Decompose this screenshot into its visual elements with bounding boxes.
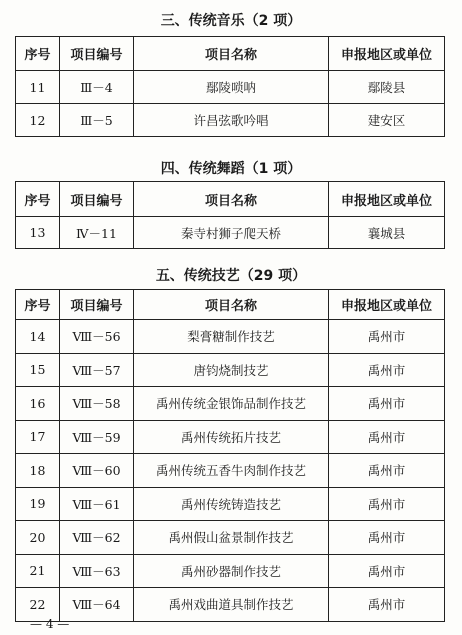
header-code: 项目编号 [60,37,134,71]
cell-name: 禹州传统五香牛肉制作技艺 [134,454,329,488]
header-region: 申报地区或单位 [329,37,445,71]
table-row [16,353,445,387]
cell-seq: 17 [16,420,60,454]
table-row [16,454,445,488]
header-region: 申报地区或单位 [329,290,445,320]
cell-seq: 13 [16,217,60,249]
cell-name: 禹州戏曲道具制作技艺 [134,588,329,622]
cell-region: 鄢陵县 [329,71,445,104]
page-number: — 4 — [30,617,70,631]
cell-code: Ⅷ－60 [60,454,134,488]
cell-seq: 14 [16,320,60,354]
header-name: 项目名称 [134,37,329,71]
header-region: 申报地区或单位 [329,182,445,217]
table-row [16,588,445,622]
cell-seq: 18 [16,454,60,488]
table-row [16,320,445,354]
cell-seq: 12 [16,104,60,137]
cell-code: Ⅷ－56 [60,320,134,354]
cell-name: 鄢陵唢呐 [134,71,329,104]
cell-region: 禹州市 [329,521,445,555]
table-music [15,36,445,137]
header-name: 项目名称 [134,182,329,217]
cell-seq: 22 [16,588,60,622]
table-row [16,554,445,588]
cell-region: 建安区 [329,104,445,137]
table-header-row [16,37,445,71]
cell-region: 禹州市 [329,454,445,488]
table-row [16,387,445,421]
cell-name: 禹州传统铸造技艺 [134,487,329,521]
section-title-music: 三、传统音乐（2 项） [160,13,302,29]
cell-code: Ⅷ－58 [60,387,134,421]
cell-seq: 20 [16,521,60,555]
cell-seq: 16 [16,387,60,421]
cell-seq: 15 [16,353,60,387]
cell-code: Ⅷ－59 [60,420,134,454]
section-title-dance: 四、传统舞蹈（1 项） [160,161,302,177]
cell-code: Ⅲ－4 [60,71,134,104]
cell-name: 禹州假山盆景制作技艺 [134,521,329,555]
cell-name: 禹州传统金银饰品制作技艺 [134,387,329,421]
table-dance [15,181,445,249]
header-code: 项目编号 [60,182,134,217]
table-row [16,104,445,137]
cell-name: 唐钧烧制技艺 [134,353,329,387]
cell-region: 襄城县 [329,217,445,249]
cell-region: 禹州市 [329,487,445,521]
cell-name: 禹州传统拓片技艺 [134,420,329,454]
cell-code: Ⅳ－11 [60,217,134,249]
cell-region: 禹州市 [329,320,445,354]
header-seq: 序号 [16,37,60,71]
cell-name: 梨膏糖制作技艺 [134,320,329,354]
table-row [16,71,445,104]
table-craft [15,289,445,622]
cell-code: Ⅲ－5 [60,104,134,137]
cell-name: 秦寺村狮子爬天桥 [134,217,329,249]
cell-code: Ⅷ－61 [60,487,134,521]
cell-name: 禹州砂器制作技艺 [134,554,329,588]
table-header-row [16,182,445,217]
table-row [16,420,445,454]
cell-seq: 21 [16,554,60,588]
cell-seq: 19 [16,487,60,521]
cell-code: Ⅷ－63 [60,554,134,588]
header-name: 项目名称 [134,290,329,320]
table-header-row [16,290,445,320]
cell-region: 禹州市 [329,387,445,421]
section-title-craft: 五、传统技艺（29 项） [155,268,307,284]
cell-region: 禹州市 [329,588,445,622]
header-seq: 序号 [16,290,60,320]
cell-region: 禹州市 [329,420,445,454]
table-row [16,521,445,555]
cell-code: Ⅷ－64 [60,588,134,622]
header-code: 项目编号 [60,290,134,320]
cell-code: Ⅷ－57 [60,353,134,387]
table-row [16,487,445,521]
cell-region: 禹州市 [329,554,445,588]
header-seq: 序号 [16,182,60,217]
cell-region: 禹州市 [329,353,445,387]
table-row [16,217,445,249]
cell-code: Ⅷ－62 [60,521,134,555]
cell-seq: 11 [16,71,60,104]
cell-name: 许昌弦歌吟唱 [134,104,329,137]
